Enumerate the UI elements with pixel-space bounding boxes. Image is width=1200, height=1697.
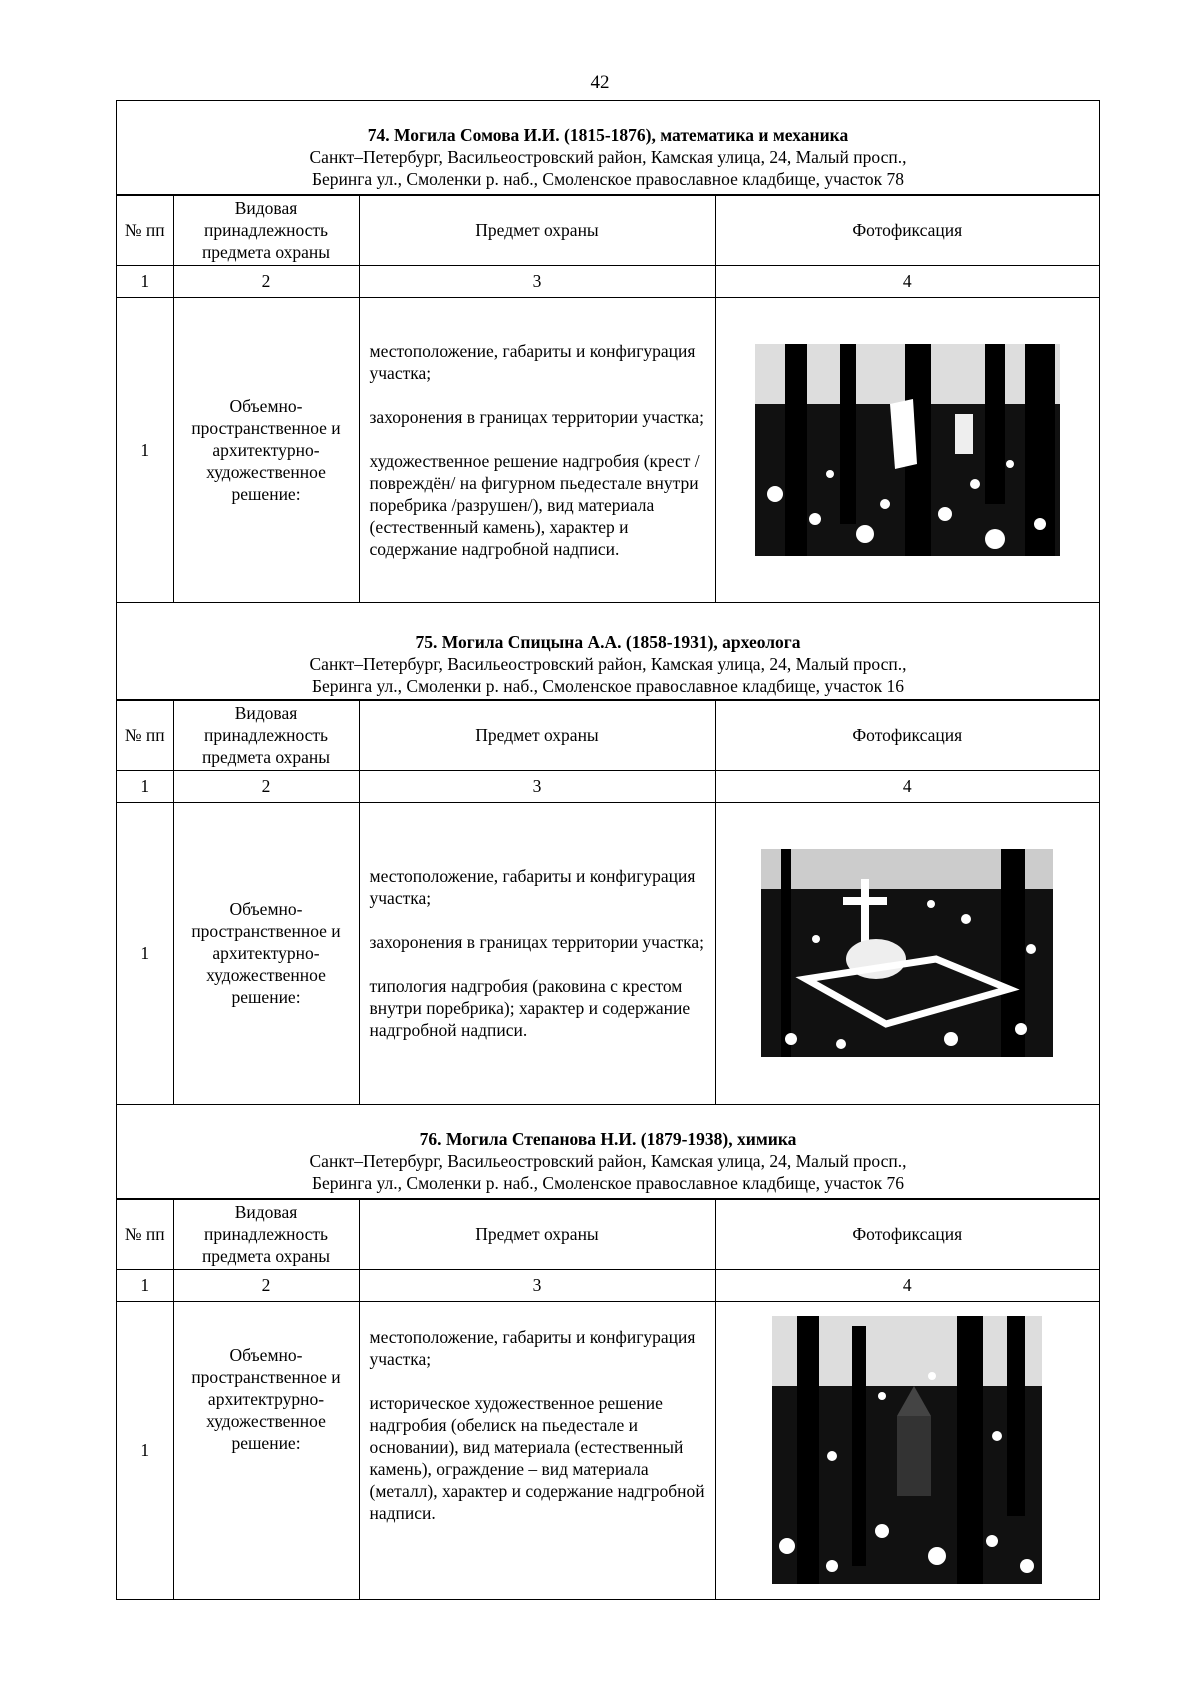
header-photo: Фотофиксация [715, 195, 1099, 265]
photo-cell [715, 802, 1099, 1104]
column-number-4: 4 [715, 1269, 1099, 1301]
document-frame [116, 100, 1100, 1600]
section-header [117, 631, 1099, 697]
header-photo: Фотофиксация [715, 700, 1099, 770]
section-address-line-2: Беринга ул., Смоленки р. наб., Смоленское православное кладбище, участок 76 [311, 1173, 905, 1193]
subject-paragraph: местоположение, габариты и конфигурация участка; [369, 340, 696, 383]
subject-cell [359, 802, 715, 1104]
header-num: № пп [117, 195, 173, 265]
row-number: 1 [117, 1301, 173, 1599]
photo-cell [715, 297, 1099, 602]
header-type: Видовая принадлежность предмета охраны [173, 195, 359, 265]
subject-paragraph: захоронения в границах территории участка; [369, 932, 705, 952]
section-title: 76. Могила Степанова Н.И. (1879-1938), химика [419, 1129, 797, 1149]
type-cell: Объемно-пространственное и архитектурно-художественное решение: [173, 802, 359, 1104]
column-number-3: 3 [359, 1269, 715, 1301]
row-number: 1 [117, 297, 173, 602]
section-header [117, 1128, 1099, 1194]
header-photo: Фотофиксация [715, 1199, 1099, 1269]
subject-paragraph: местоположение, габариты и конфигурация участка; [369, 866, 696, 908]
subject-cell [359, 297, 715, 602]
column-number-2: 2 [173, 1269, 359, 1301]
subject-cell [359, 1301, 715, 1599]
header-num: № пп [117, 1199, 173, 1269]
section-address-line-1: Санкт–Петербург, Васильеостровский район, Камская улица, 24, Малый просп., [309, 1151, 907, 1171]
section-address-line-1: Санкт–Петербург, Васильеостровский район, Камская улица, 24, Малый просп., [309, 147, 907, 167]
header-type: Видовая принадлежность предмета охраны [173, 1199, 359, 1269]
section-address-line-2: Беринга ул., Смоленки р. наб., Смоленское православное кладбище, участок 78 [311, 169, 905, 189]
column-number-4: 4 [715, 265, 1099, 297]
grave-photo-75 [761, 849, 1053, 1057]
column-number-3: 3 [359, 265, 715, 297]
section-header [117, 124, 1099, 190]
section-table [117, 1198, 1099, 1600]
section-address-line-1: Санкт–Петербург, Васильеостровский район, Камская улица, 24, Малый просп., [309, 654, 907, 674]
column-number-1: 1 [117, 770, 173, 802]
section-title: 74. Могила Сомова И.И. (1815-1876), математика и механика [367, 125, 849, 145]
column-number-2: 2 [173, 265, 359, 297]
type-cell: Объемно-пространственное и архитектрурно-художественное решение: [173, 1301, 359, 1599]
column-number-3: 3 [359, 770, 715, 802]
subject-paragraph: захоронения в границах территории участка; [369, 406, 705, 427]
section-address-line-2: Беринга ул., Смоленки р. наб., Смоленское православное кладбище, участок 16 [311, 676, 905, 696]
section-title: 75. Могила Спицына А.А. (1858-1931), археолога [415, 632, 801, 652]
subject-paragraph: художественное решение надгробия (крест /повреждён/ на фигурном пьедестале внутри поребрика /разрушен/), вид материала (естественный камень), характер и содержание надгробной надписи. [369, 450, 700, 559]
header-subject: Предмет охраны [359, 700, 715, 770]
column-number-2: 2 [173, 770, 359, 802]
grave-photo-74 [755, 344, 1060, 556]
column-number-4: 4 [715, 770, 1099, 802]
header-num: № пп [117, 700, 173, 770]
header-type: Видовая принадлежность предмета охраны [173, 700, 359, 770]
section-table [117, 194, 1099, 603]
section-table [117, 699, 1099, 1105]
subject-paragraph: местоположение, габариты и конфигурация участка; [369, 1326, 696, 1369]
subject-paragraph: типология надгробия (раковина с крестом внутри поребрика); характер и содержание надгробной надписи. [369, 976, 691, 1040]
type-cell: Объемно-пространственное и архитектурно-художественное решение: [173, 297, 359, 602]
column-number-1: 1 [117, 1269, 173, 1301]
page-number: 42 [590, 72, 610, 93]
subject-paragraph: историческое художественное решение надгробия (обелиск на пьедестале и основании), вид материала (естественный камень), ограждение – вид материала (металл), характер и содержание надгробной надписи. [369, 1392, 705, 1523]
header-subject: Предмет охраны [359, 1199, 715, 1269]
grave-photo-76 [772, 1316, 1042, 1584]
row-number: 1 [117, 802, 173, 1104]
photo-cell [715, 1301, 1099, 1599]
column-number-1: 1 [117, 265, 173, 297]
header-subject: Предмет охраны [359, 195, 715, 265]
